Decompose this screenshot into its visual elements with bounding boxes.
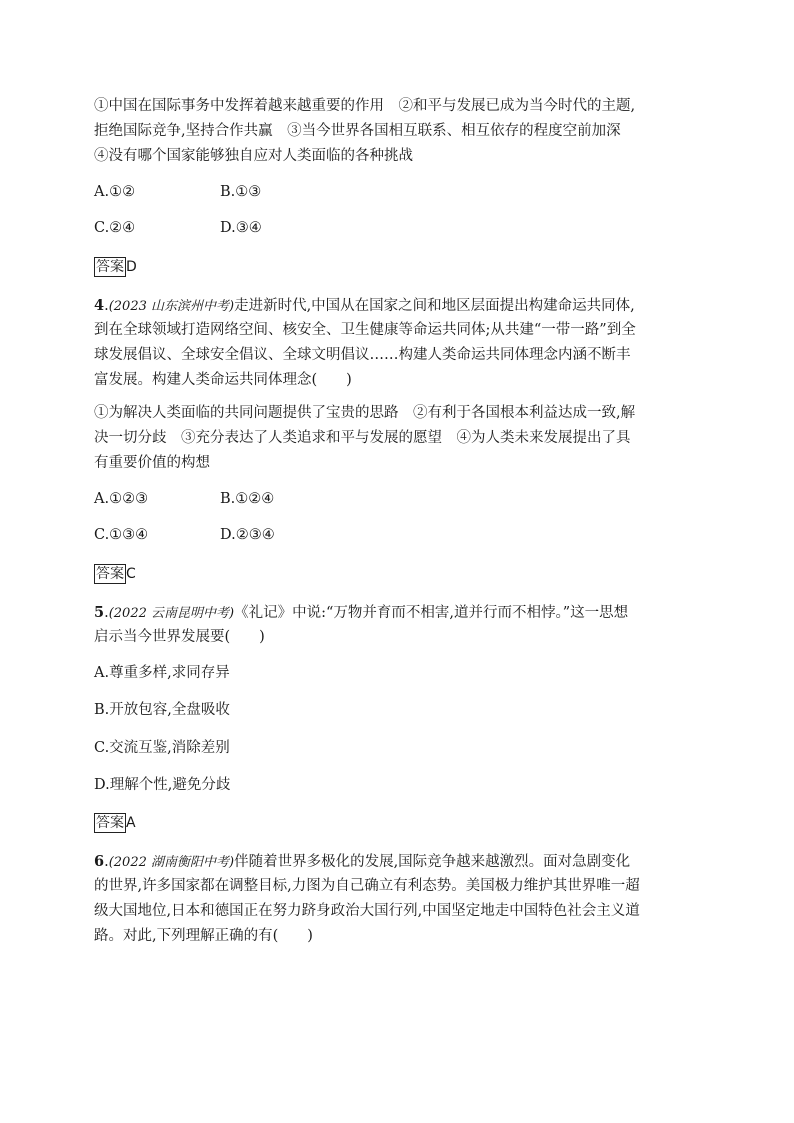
q5-stem-line: 《礼记》中说:“万物并育而不相害,道并行而不相悖。”这一思想 (234, 605, 629, 621)
q4-answer (94, 563, 136, 585)
answer-label-box: 答案 (96, 815, 124, 831)
q3-statement-line: 拒绝国际竞争,坚持合作共赢 ③当今世界各国相互联系、相互依存的程度空前加深 (94, 123, 621, 139)
q5-option-b: B.开放包容,全盘吸收 (94, 702, 230, 718)
q4-statement-line: ①为解决人类面临的共同问题提供了宝贵的思路 ②有利于各国根本利益达成一致,解 (94, 405, 636, 421)
q5-option-c: C.交流互鉴,消除差别 (94, 740, 230, 756)
question-number: 5 (94, 604, 105, 621)
q5-answer (94, 812, 136, 834)
q4-option-d: D.②③④ (220, 527, 275, 543)
question-number: 4 (94, 297, 105, 314)
q3-statements (94, 94, 714, 169)
q4-stem-line: 球发展倡议、全球安全倡议、全球文明倡议……构建人类命运共同体理念内涵不断丰 (94, 347, 631, 363)
q6-stem-line: 路。对此,下列理解正确的有( ) (94, 928, 313, 944)
question-source: (2022 云南昆明中考) (108, 606, 235, 621)
answer-label-box: 答案 (96, 259, 124, 275)
q4-option-c: C.①③④ (94, 527, 149, 543)
q4-statements (94, 401, 714, 476)
question-source: (2022 湖南衡阳中考) (108, 855, 235, 870)
q3-option-d: D.③④ (220, 220, 262, 236)
q3-answer (94, 256, 137, 278)
q5-stem: 5.(2022 云南昆明中考)《礼记》中说:“万物并育而不相害,道并行而不相悖。”这一思想 启示当今世界发展要( ) (94, 600, 714, 650)
q3-options-row-2 (94, 217, 262, 239)
q3-statement-line: ④没有哪个国家能够独自应对人类面临的各种挑战 (94, 148, 413, 164)
q5-stem-line: 启示当今世界发展要( ) (94, 629, 265, 645)
answer-value: C (126, 566, 136, 582)
question-number: 6 (94, 853, 105, 870)
q3-option-c: C.②④ (94, 220, 136, 236)
question-source: (2023 山东滨州中考) (108, 299, 235, 314)
q5-option-a: A.尊重多样,求同存异 (94, 665, 230, 681)
q4-stem-line: 到在全球领域打造网络空间、核安全、卫生健康等命运共同体;从共建“一带一路”到全 (94, 322, 636, 338)
q3-option-b: B.①③ (220, 184, 262, 200)
q6-stem: 6.(2022 湖南衡阳中考)伴随着世界多极化的发展,国际竞争越来越激烈。面对急剧变化 的世界,许多国家都在调整目标,力图为自己确立有利态势。美国极力维护其世界唯一超 级大国地位,日本和德国正在努力跻身政治大国行列,中国坚定地走中国特色社会主义道 路。对此,下列理解正确的有( ) (94, 849, 714, 949)
q3-options-row-1 (94, 181, 261, 203)
q4-stem-line: 富发展。构建人类命运共同体理念( ) (94, 372, 352, 388)
q4-options-row-1 (94, 488, 274, 510)
answer-value: A (126, 815, 136, 831)
q5-option-d: D.理解个性,避免分歧 (94, 777, 231, 793)
answer-value: D (126, 259, 137, 275)
answer-label-box: 答案 (96, 566, 124, 582)
q4-options-row-2 (94, 524, 275, 546)
q4-stem-line: 走进新时代,中国从在国家之间和地区层面提出构建命运共同体, (234, 298, 635, 314)
q6-stem-line: 伴随着世界多极化的发展,国际竞争越来越激烈。面对急剧变化 (234, 854, 631, 870)
q4-statement-line: 有重要价值的构想 (94, 455, 210, 471)
q3-statement-line: ①中国在国际事务中发挥着越来越重要的作用 ②和平与发展已成为当今时代的主题, (94, 98, 636, 114)
q4-statement-line: 决一切分歧 ③充分表达了人类追求和平与发展的愿望 ④为人类未来发展提出了具 (94, 430, 631, 446)
q6-stem-line: 的世界,许多国家都在调整目标,力图为自己确立有利态势。美国极力维护其世界唯一超 (94, 878, 640, 894)
q4-option-a: A.①②③ (94, 491, 149, 507)
q4-option-b: B.①②④ (220, 491, 275, 507)
q3-option-a: A.①② (94, 184, 136, 200)
q6-stem-line: 级大国地位,日本和德国正在努力跻身政治大国行列,中国坚定地走中国特色社会主义道 (94, 903, 640, 919)
q4-stem: 4.(2023 山东滨州中考)走进新时代,中国从在国家之间和地区层面提出构建命运共同体, 到在全球领域打造网络空间、核安全、卫生健康等命运共同体;从共建“一带一路”到全 球发展倡议、全球安全倡议、全球文明倡议……构建人类命运共同体理念内涵不断丰 富发展。构建人类命运共同体理念( ) (94, 293, 714, 393)
